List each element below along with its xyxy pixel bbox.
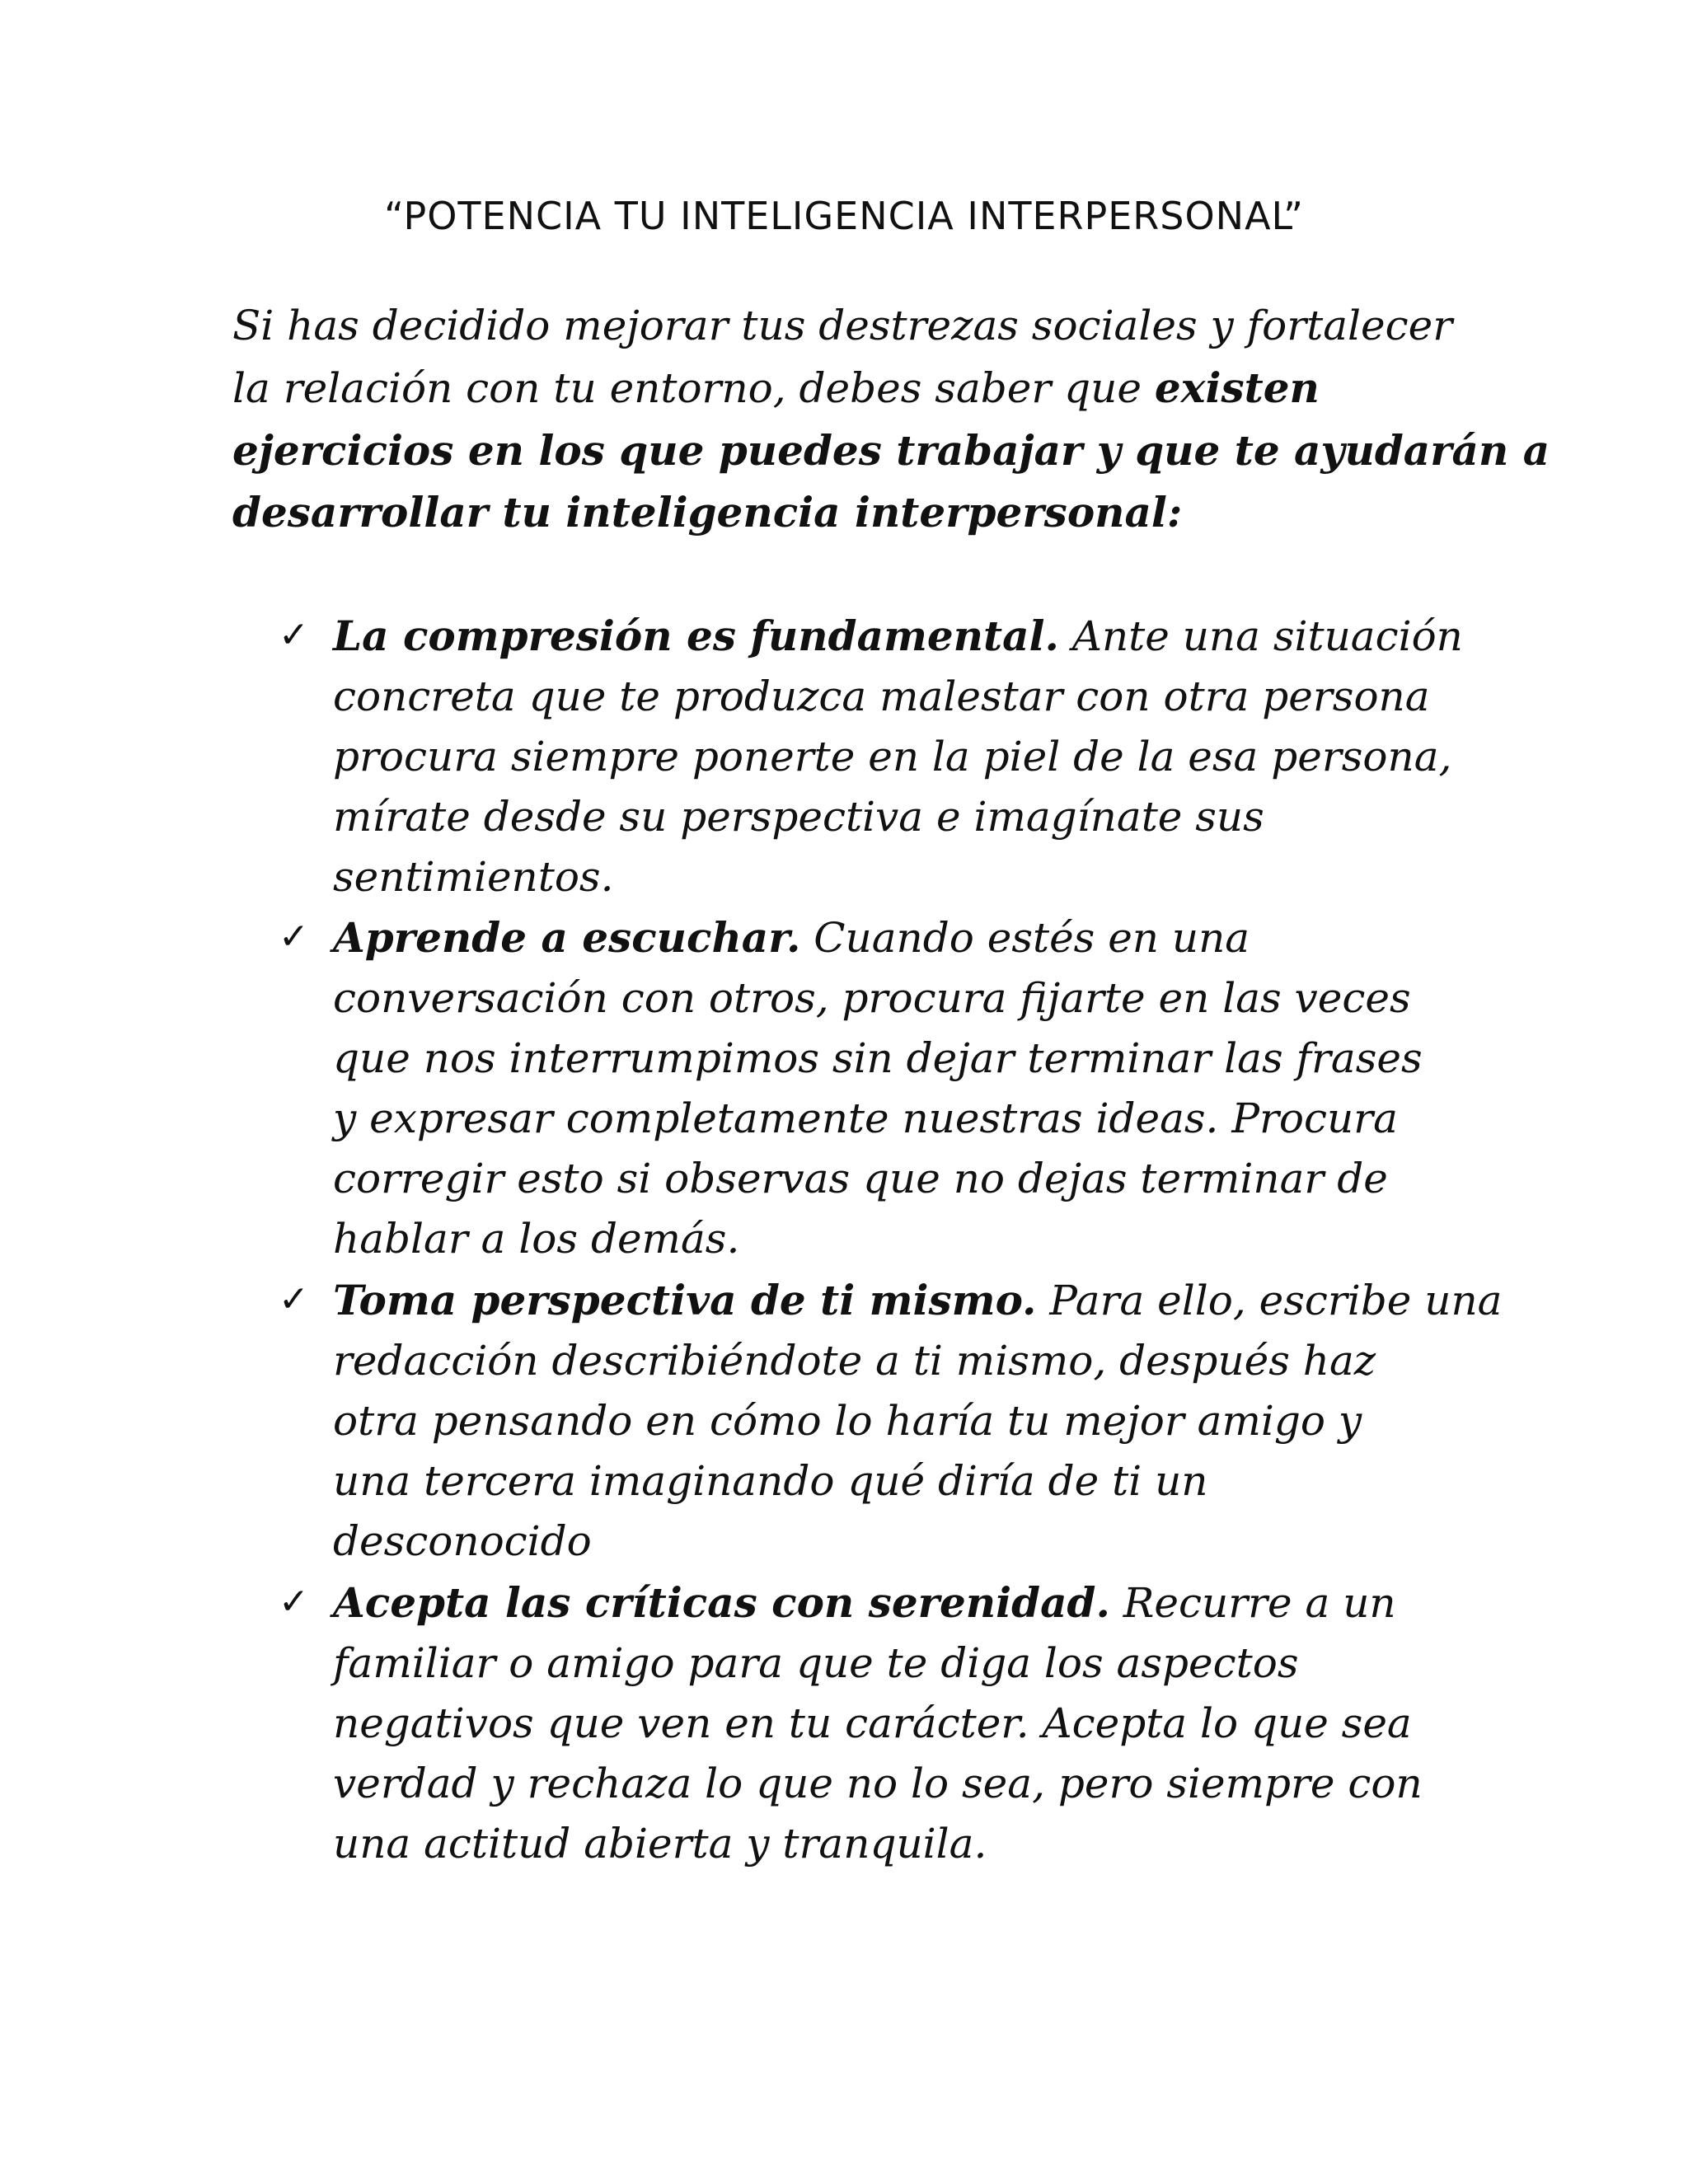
checkmark-icon: ✓ [279, 1581, 309, 1623]
list-item-first-line-rest: Cuando estés en una [800, 914, 1250, 962]
list-item-line: hablar a los demás. [333, 1215, 740, 1263]
intro-line-3: ejercicios en los que puedes trabajar y que te ayudarán a [232, 426, 1550, 475]
checkmark-icon: ✓ [279, 1278, 309, 1320]
list-item-line: otra pensando en cómo lo haría tu mejor amigo y [333, 1397, 1362, 1445]
list-item-line: sentimientos. [333, 853, 614, 901]
intro-line-2 [232, 357, 1485, 419]
list-item-line: concreta que te produzca malestar con otra persona [333, 673, 1430, 720]
list-item-first-line [333, 606, 1503, 667]
list-item-text [333, 1572, 1503, 1874]
list-item-line: conversación con otros, procura fijarte en las veces [333, 974, 1411, 1022]
list-item-first-line [333, 907, 1503, 968]
list-item-line: y expresar completamente nuestras ideas. Procura [333, 1094, 1398, 1142]
checkmark-icon: ✓ [279, 614, 309, 656]
list-item-line: mírate desde su perspectiva e imagínate sus [333, 793, 1264, 841]
intro-line-2-regular: la relación con tu entorno, debes saber que [232, 364, 1155, 412]
list-item-line: familiar o amigo para que te diga los aspectos [333, 1639, 1299, 1687]
list-item-text [333, 907, 1503, 1269]
list-item-line: una tercera imaginando qué diría de ti un [333, 1457, 1208, 1505]
list-item-text [333, 606, 1503, 907]
list-item-line: negativos que ven en tu carácter. Acepta lo que sea [333, 1699, 1412, 1747]
list-item-first-line-rest: Recurre a un [1109, 1579, 1396, 1627]
list-item-line: corregir esto si observas que no dejas terminar de [333, 1155, 1388, 1202]
list-item-first-line-rest: Ante una situación [1058, 612, 1463, 660]
intro-line-1: Si has decidido mejorar tus destrezas sociales y fortalecer [232, 302, 1453, 349]
intro-line-4: desarrollar tu inteligencia interpersonal: [232, 488, 1183, 537]
list-item-first-line [333, 1270, 1503, 1331]
list-item-heading: Acepta las críticas con serenidad. [333, 1578, 1110, 1627]
list-item-heading: Aprende a escuchar. [333, 913, 801, 962]
list-item-line: una actitud abierta y tranquila. [333, 1820, 987, 1868]
list-item-line: verdad y rechaza lo que no lo sea, pero siempre con [333, 1760, 1423, 1807]
intro-line-2-bold: existen [1154, 363, 1320, 412]
checkmark-icon: ✓ [279, 916, 309, 958]
list-item-first-line-rest: Para ello, escribe una [1036, 1277, 1503, 1324]
list-item-heading: Toma perspectiva de ti mismo. [333, 1276, 1037, 1324]
list-item-first-line [333, 1572, 1503, 1633]
document-title: “POTENCIA TU INTELIGENCIA INTERPERSONAL” [384, 194, 1304, 238]
list-item-heading: La compresión es fundamental. [333, 612, 1059, 660]
list-item-text [333, 1270, 1503, 1572]
list-item-line: desconocido [333, 1517, 592, 1565]
list-item-line: procura siempre ponerte en la piel de la esa persona, [333, 733, 1452, 780]
list-item-line: redacción describiéndote a ti mismo, después haz [333, 1337, 1376, 1385]
intro-paragraph [232, 295, 1550, 543]
list-item-line: que nos interrumpimos sin dejar terminar las frases [333, 1034, 1423, 1082]
